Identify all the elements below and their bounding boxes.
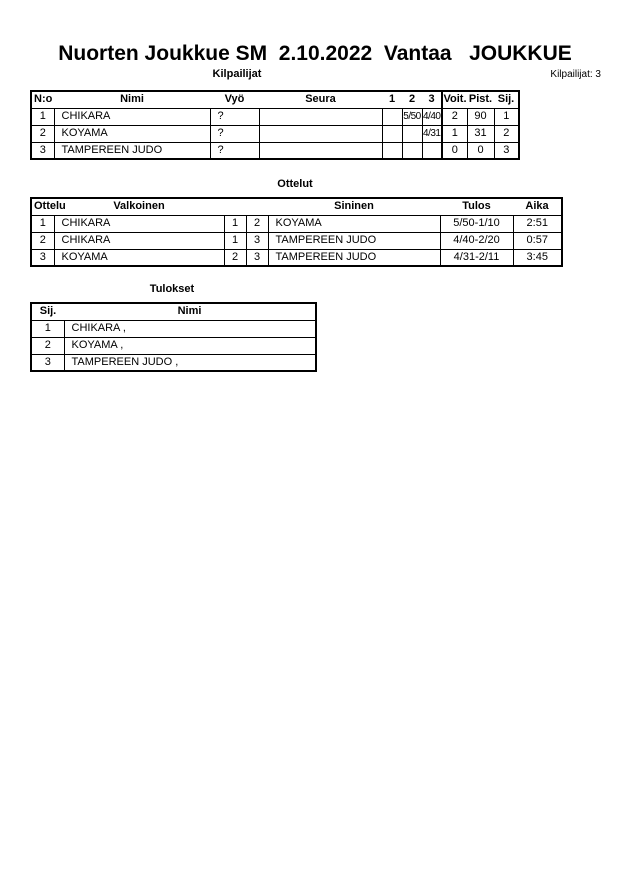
cell-blue-number: 2 [246,215,268,232]
table-row [31,337,316,354]
cell-nimi: TAMPEREEN JUDO [54,142,210,159]
cell-score-1 [382,108,402,125]
cell-blue-number: 3 [246,249,268,266]
cell-nimi: KOYAMA , [64,337,316,354]
column-header-sij: Sij. [494,91,519,108]
cell-vyo: ? [210,142,259,159]
column-header-aika: Aika [513,198,562,215]
cell-valkoinen: CHIKARA [54,215,224,232]
table-row [31,249,562,266]
cell-nimi: TAMPEREEN JUDO , [64,354,316,371]
cell-nimi: CHIKARA , [64,320,316,337]
cell-pist: 90 [467,108,494,125]
kilpailijat-header-row [31,91,519,108]
cell-blue-number: 3 [246,232,268,249]
table-row [31,142,519,159]
cell-sij: 2 [494,125,519,142]
table-row [31,215,562,232]
cell-no: 2 [31,125,54,142]
ottelut-header-row [31,198,562,215]
column-header-sij: Sij. [31,303,64,320]
page-title: Nuorten Joukkue SM 2.10.2022 Vantaa JOUKKUE [58,42,572,65]
column-header-valkoinen: Valkoinen [54,198,224,215]
cell-voit: 2 [442,108,467,125]
cell-sij: 1 [31,320,64,337]
cell-vyo: ? [210,108,259,125]
table-row [31,320,316,337]
cell-no: 3 [31,142,54,159]
cell-seura [259,108,382,125]
cell-white-number: 1 [224,215,246,232]
cell-white-number: 1 [224,232,246,249]
cell-score-1 [382,142,402,159]
column-header-3: 3 [422,91,442,108]
column-header-blue-number [246,198,268,215]
cell-match-number: 3 [31,249,54,266]
column-header-nimi: Nimi [64,303,316,320]
table-row [31,108,519,125]
cell-aika: 2:51 [513,215,562,232]
cell-sij: 1 [494,108,519,125]
column-header-ottelu: Ottelu [31,198,54,215]
column-header-white-number [224,198,246,215]
cell-nimi: KOYAMA [54,125,210,142]
cell-voit: 1 [442,125,467,142]
tulokset-header-row [31,303,316,320]
cell-score-3: 4/31 [422,125,442,142]
cell-sininen: KOYAMA [268,215,440,232]
cell-sininen: TAMPEREEN JUDO [268,232,440,249]
column-header-voit: Voit. [442,91,467,108]
cell-nimi: CHIKARA [54,108,210,125]
section-title-kilpailijat: Kilpailijat [212,68,262,80]
column-header-1: 1 [382,91,402,108]
cell-aika: 0:57 [513,232,562,249]
cell-match-number: 1 [31,215,54,232]
cell-no: 1 [31,108,54,125]
cell-sij: 3 [494,142,519,159]
section-title-tulokset: Tulokset [149,283,195,295]
cell-white-number: 2 [224,249,246,266]
column-header-seura: Seura [259,91,382,108]
cell-valkoinen: CHIKARA [54,232,224,249]
cell-score-2 [402,125,422,142]
section-title-ottelut: Ottelut [277,178,313,190]
cell-sininen: TAMPEREEN JUDO [268,249,440,266]
cell-pist: 31 [467,125,494,142]
cell-valkoinen: KOYAMA [54,249,224,266]
competitor-count-label: Kilpailijat: 3 [550,69,601,80]
cell-score-3: 4/40 [422,108,442,125]
column-header-2: 2 [402,91,422,108]
cell-tulos: 4/31-2/11 [440,249,513,266]
column-header-nimi: Nimi [54,91,210,108]
cell-sij: 2 [31,337,64,354]
kilpailijat-table [30,90,520,160]
column-header-pist: Pist. [467,91,494,108]
cell-tulos: 4/40-2/20 [440,232,513,249]
column-header-vyo: Vyö [210,91,259,108]
cell-voit: 0 [442,142,467,159]
cell-seura [259,142,382,159]
column-header-no: N:o [31,91,54,108]
ottelut-table [30,197,563,267]
cell-seura [259,125,382,142]
table-row [31,354,316,371]
cell-score-2 [402,142,422,159]
tulokset-table [30,302,317,372]
table-row [31,125,519,142]
cell-sij: 3 [31,354,64,371]
cell-pist: 0 [467,142,494,159]
cell-match-number: 2 [31,232,54,249]
column-header-tulos: Tulos [440,198,513,215]
cell-score-3 [422,142,442,159]
cell-score-1 [382,125,402,142]
cell-score-2: 5/50 [402,108,422,125]
column-header-sininen: Sininen [268,198,440,215]
cell-vyo: ? [210,125,259,142]
cell-aika: 3:45 [513,249,562,266]
cell-tulos: 5/50-1/10 [440,215,513,232]
table-row [31,232,562,249]
